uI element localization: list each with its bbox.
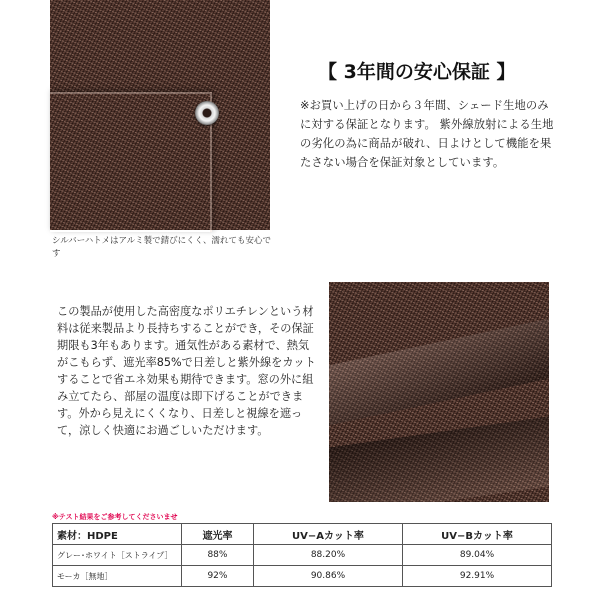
header-shading-rate: 遮光率 — [182, 524, 254, 545]
table-header-row — [53, 524, 552, 545]
test-result-table — [52, 523, 552, 587]
grommet-fabric-photo — [50, 0, 270, 230]
uvb-cut-rate: 89.04% — [403, 545, 552, 566]
shading-rate: 92% — [182, 566, 254, 587]
shading-rate: 88% — [182, 545, 254, 566]
fabric-fold — [50, 92, 212, 232]
test-result-note: ※テスト結果をご参考してくださいませ — [52, 513, 178, 521]
header-uva-cut: UV−Aカット率 — [253, 524, 402, 545]
material-name: モーカ［無地］ — [53, 566, 182, 587]
table-row — [53, 566, 552, 587]
table-row — [53, 545, 552, 566]
header-material: 素材：HDPE — [53, 524, 182, 545]
material-name: グレー･ホワイト［ストライプ］ — [53, 545, 182, 566]
header-uvb-cut: UV−Bカット率 — [403, 524, 552, 545]
folded-fabric-photo — [329, 282, 549, 502]
uva-cut-rate: 88.20% — [253, 545, 402, 566]
grommet-icon — [195, 101, 219, 125]
product-description: この製品が使用した高密度なポリエチレンという材料は従来製品より長持ちすることができ，その保証期限も3年もあります。通気性がある素材で、熱気がこもらず、遮光率85%で日差しと紫外線をカットすることで省エネ効果も期待できます。窓の外に組み立てたら、部屋の温度は即下げることができます。外から見えにくくなり、日差しと視線を遮って，涼しく快適にお過ごしいただけます。 — [57, 305, 316, 437]
uva-cut-rate: 90.86% — [253, 566, 402, 587]
guarantee-text: ※お買い上げの日から３年間、シェード生地のみに対する保証となります。 紫外線放射による生地の劣化の為に商品が破れ、日よけとして機能を果たさない場合を保証対象としています。 — [300, 99, 554, 169]
fabric-fold-shadow — [329, 417, 549, 502]
guarantee-title: 【 3年間の安心保証 】 — [318, 61, 516, 83]
grommet-caption: シルバーハトメはアルミ製で錆びにくく、濡れても安心です — [52, 236, 272, 259]
uvb-cut-rate: 92.91% — [403, 566, 552, 587]
fabric-fold-highlight — [329, 319, 549, 426]
